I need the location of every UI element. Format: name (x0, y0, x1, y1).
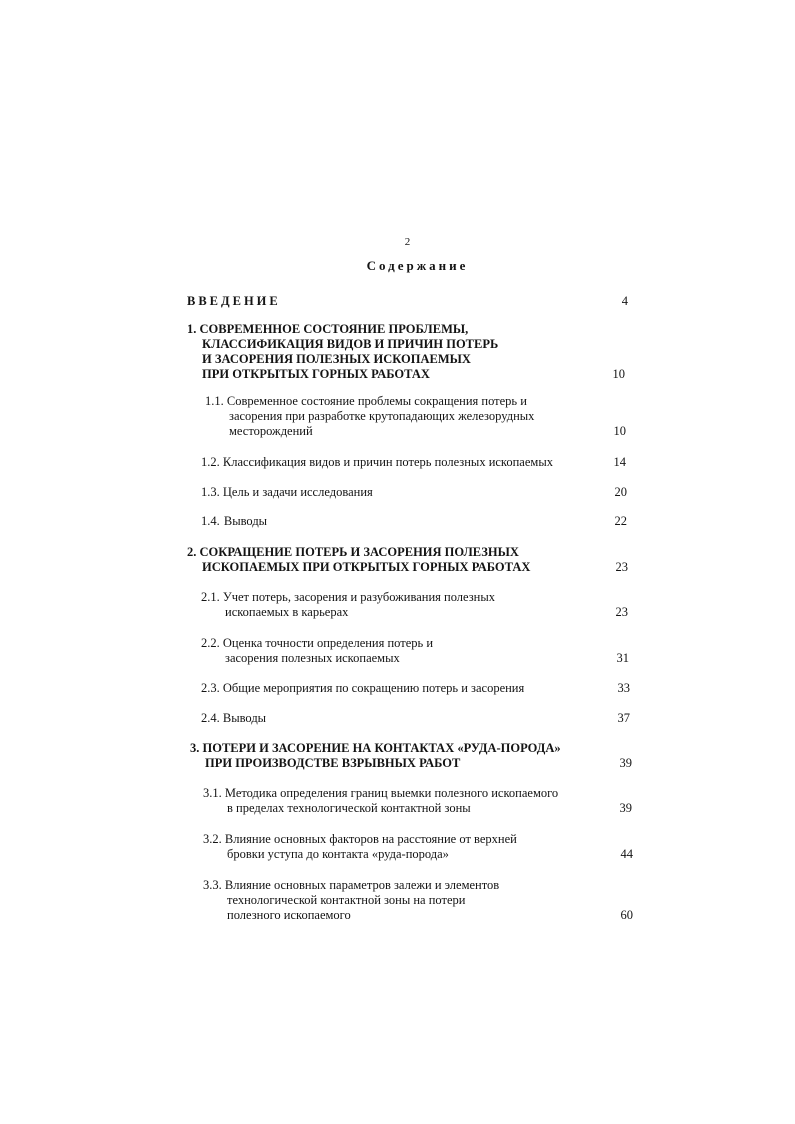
toc-entry-chapter-2 (187, 545, 530, 575)
toc-page-number: 39 (619, 801, 632, 815)
toc-page-number: 39 (619, 756, 632, 770)
toc-entry-section-3-2 (203, 832, 517, 862)
toc-page-number: 31 (616, 651, 629, 665)
toc-page-number: 20 (614, 485, 627, 499)
toc-entry-section-2-1 (201, 590, 495, 620)
toc-entry-line: месторождений (229, 424, 313, 438)
toc-title: Содержание (366, 258, 469, 273)
toc-entry-line: ПРИ ОТКРЫТЫХ ГОРНЫХ РАБОТАХ (202, 367, 430, 381)
toc-entry-section-3-3 (203, 878, 499, 923)
toc-entry-line: ископаемых в карьерах (225, 605, 349, 619)
toc-entry-section-2-3 (201, 681, 524, 696)
toc-entry-line: 2.2. Оценка точности определения потерь и (201, 636, 434, 650)
toc-entry-line: 3.3. Влияние основных параметров залежи и элементов (203, 878, 500, 892)
toc-page-number: 37 (617, 711, 630, 725)
toc-entry-introduction (187, 294, 281, 309)
toc-entry-line: 1.3. Цель и задачи исследования (201, 485, 373, 499)
toc-page-number: 4 (621, 294, 628, 308)
toc-entry-section-1-1 (205, 394, 534, 439)
toc-entry-line: 3.2. Влияние основных факторов на расстояние от верхней (203, 832, 517, 846)
toc-entry-line: в пределах технологической контактной зоны (227, 801, 471, 815)
toc-entry-line: 1. СОВРЕМЕННОЕ СОСТОЯНИЕ ПРОБЛЕМЫ, (187, 322, 469, 336)
toc-entry-chapter-3 (190, 741, 561, 771)
toc-entry-section-1-3 (201, 485, 373, 500)
toc-page-number: 14 (613, 455, 626, 469)
toc-page-number: 10 (613, 424, 626, 438)
toc-entry-chapter-1 (187, 322, 498, 382)
toc-entry-line: полезного ископаемого (227, 908, 351, 922)
toc-entry-section-1-2 (201, 455, 553, 470)
toc-entry-line: 2.3. Общие мероприятия по сокращению потерь и засорения (201, 681, 525, 695)
toc-page-number: 23 (615, 605, 628, 619)
toc-entry-line: И ЗАСОРЕНИЯ ПОЛЕЗНЫХ ИСКОПАЕМЫХ (202, 352, 471, 366)
toc-entry-line: ПРИ ПРОИЗВОДСТВЕ ВЗРЫВНЫХ РАБОТ (205, 756, 461, 770)
toc-entry-line: бровки уступа до контакта «руда-порода» (227, 847, 449, 861)
toc-entry-section-3-1 (203, 786, 558, 816)
toc-entry-line: ИСКОПАЕМЫХ ПРИ ОТКРЫТЫХ ГОРНЫХ РАБОТАХ (202, 560, 531, 574)
toc-entry-label: ВВЕДЕНИЕ (187, 294, 281, 308)
toc-entry-line: засорения при разработке крутопадающих железорудных (229, 409, 535, 423)
toc-entry-line: засорения полезных ископаемых (225, 651, 400, 665)
toc-page-number: 33 (617, 681, 630, 695)
toc-entry-line: 1.1. Современное состояние проблемы сокращения потерь и (205, 394, 527, 408)
toc-entry-line: 2. СОКРАЩЕНИЕ ПОТЕРЬ И ЗАСОРЕНИЯ ПОЛЕЗНЫХ (187, 545, 519, 559)
toc-page-number: 22 (614, 514, 627, 528)
page-number: 2 (404, 236, 411, 248)
toc-entry-line: технологической контактной зоны на потери (227, 893, 466, 907)
toc-page-number: 44 (620, 847, 633, 861)
toc-page-number: 23 (615, 560, 628, 574)
toc-entry-line: 1.4. Выводы (201, 514, 268, 528)
toc-page-number: 60 (620, 908, 633, 922)
toc-entry-line: 3. ПОТЕРИ И ЗАСОРЕНИЕ НА КОНТАКТАХ «РУДА-ПОРОДА» (190, 741, 561, 755)
toc-entry-section-1-4 (201, 514, 267, 529)
toc-entry-section-2-4 (201, 711, 266, 726)
toc-entry-line: 2.4. Выводы (201, 711, 267, 725)
toc-page-number: 10 (612, 367, 625, 381)
toc-entry-line: 2.1. Учет потерь, засорения и разубоживания полезных (201, 590, 495, 604)
toc-entry-section-2-2 (201, 636, 433, 666)
toc-entry-line: 3.1. Методика определения границ выемки полезного ископаемого (203, 786, 559, 800)
toc-entry-line: КЛАССИФИКАЦИЯ ВИДОВ И ПРИЧИН ПОТЕРЬ (202, 337, 499, 351)
toc-entry-line: 1.2. Классификация видов и причин потерь полезных ископаемых (201, 455, 553, 469)
